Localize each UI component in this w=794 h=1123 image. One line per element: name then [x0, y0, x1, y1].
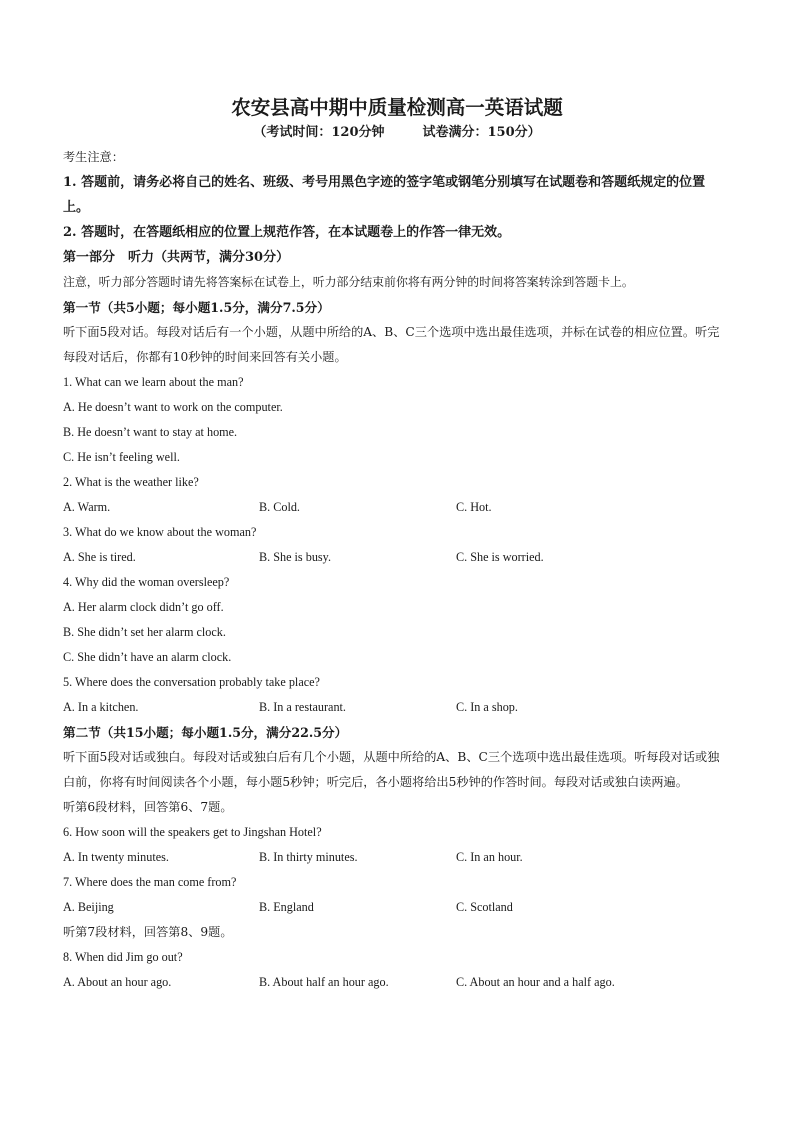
question-stem: 4. Why did the woman oversleep? — [63, 575, 230, 589]
section1-instructions: 听下面5段对话。每段对话后有一个小题，从题中所给的A、B、C三个选项中选出最佳选项，并标在试卷的相应位置。听完每段对话后，你都有10秒钟的时间来回答有关小题。 — [63, 325, 720, 364]
question-option: C. She didn’t have an alarm clock. — [63, 650, 232, 664]
question-stem: 8. When did Jim go out? — [63, 950, 183, 964]
question-option: C. Scotland — [456, 900, 513, 914]
question-option: C. About an hour and a half ago. — [456, 975, 615, 989]
question-option: A. Warm. — [63, 500, 111, 514]
notice-item-1: 1. 答题前，请务必将自己的姓名、班级、考号用黑色字迹的签字笔或钢笔分别填写在试题卷和答题纸规定的位置上。 — [63, 175, 706, 215]
question-option: B. She is busy. — [259, 550, 332, 564]
section1-heading: 第一节（共5小题；每小题1.5分，满分7.5分） — [63, 300, 330, 315]
question-option: A. Beijing — [63, 900, 114, 914]
material-6-label: 听第6段材料，回答第6、7题。 — [63, 800, 233, 814]
question-option: A. In a kitchen. — [63, 700, 139, 714]
question-stem: 1. What can we learn about the man? — [63, 375, 244, 389]
question-option: B. She didn’t set her alarm clock. — [63, 625, 226, 639]
question-option: C. She is worried. — [456, 550, 544, 564]
question-option: B. Cold. — [259, 500, 300, 514]
exam-time: （考试时间：120分钟 — [253, 125, 385, 140]
exam-title: 农安县高中期中质量检测高一英语试题 — [231, 96, 563, 119]
question-option: B. In a restaurant. — [259, 700, 346, 714]
options-row — [63, 545, 731, 570]
question-option: B. In thirty minutes. — [259, 850, 358, 864]
exam-score: 试卷满分：150分） — [422, 125, 541, 140]
question-stem: 3. What do we know about the woman? — [63, 525, 257, 539]
question-option: A. About an hour ago. — [63, 975, 172, 989]
question-stem: 2. What is the weather like? — [63, 475, 199, 489]
part1-heading: 第一部分 听力（共两节，满分30分） — [63, 250, 290, 265]
question-option: C. In a shop. — [456, 700, 518, 714]
options-row — [63, 895, 731, 920]
notice-item-2: 2. 答题时，在答题纸相应的位置上规范作答，在本试题卷上的作答一律无效。 — [63, 225, 511, 240]
question-option: C. In an hour. — [456, 850, 523, 864]
question-option: C. Hot. — [456, 500, 492, 514]
question-option: A. She is tired. — [63, 550, 136, 564]
section2-heading: 第二节（共15小题；每小题1.5分，满分22.5分） — [63, 725, 348, 740]
exam-page — [63, 94, 731, 995]
options-row — [63, 970, 731, 995]
section2-instructions: 听下面5段对话或独白。每段对话或独白后有几个小题，从题中所给的A、B、C三个选项中选出最佳选项。听每段对话或独白前，你将有时间阅读各个小题，每小题5秒钟；听完后，各小题将给出5秒钟的作答时间。每段对话或独白读两遍。 — [63, 750, 720, 789]
exam-subtitle — [63, 122, 731, 144]
options-row — [63, 695, 731, 720]
question-option: A. Her alarm clock didn’t go off. — [63, 600, 224, 614]
options-row — [63, 845, 731, 870]
question-option: A. He doesn’t want to work on the computer. — [63, 400, 283, 414]
question-option: C. He isn’t feeling well. — [63, 450, 180, 464]
notice-heading: 考生注意： — [63, 150, 124, 164]
question-option: B. He doesn’t want to stay at home. — [63, 425, 238, 439]
material-7-label: 听第7段材料，回答第8、9题。 — [63, 925, 233, 939]
options-row — [63, 495, 731, 520]
question-stem: 5. Where does the conversation probably take place? — [63, 675, 320, 689]
question-option: A. In twenty minutes. — [63, 850, 169, 864]
part1-note: 注意，听力部分答题时请先将答案标在试卷上，听力部分结束前你将有两分钟的时间将答案转涂到答题卡上。 — [63, 275, 634, 289]
question-option: B. England — [259, 900, 314, 914]
question-stem: 6. How soon will the speakers get to Jingshan Hotel? — [63, 825, 322, 839]
question-stem: 7. Where does the man come from? — [63, 875, 237, 889]
question-option: B. About half an hour ago. — [259, 975, 389, 989]
